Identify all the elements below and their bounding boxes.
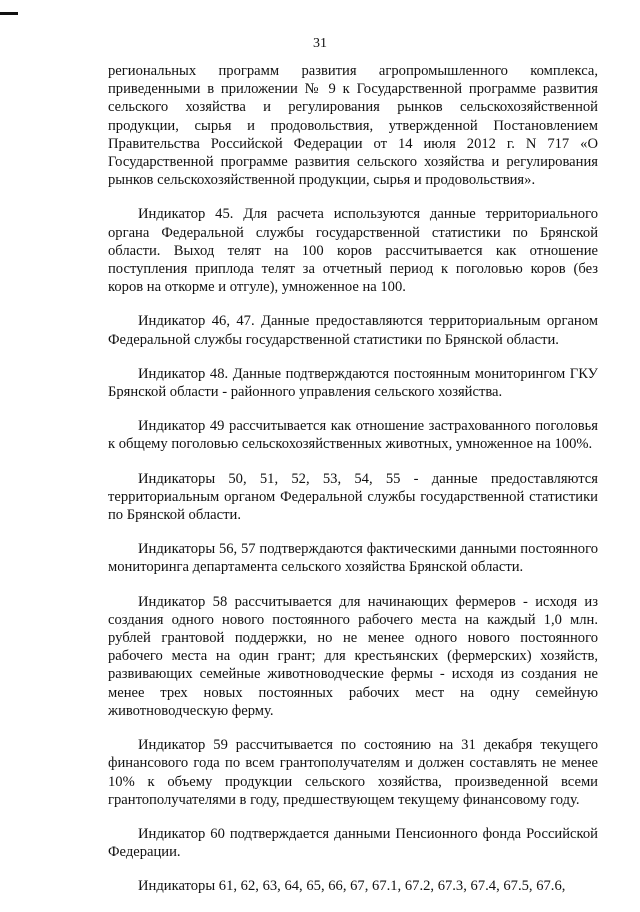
paragraph-indicator-45: Индикатор 45. Для расчета используются данные территориального органа Федеральной службы государственной статистики по Брянской области. Выход телят на 100 коров рассчитывается как отношение поступления приплода телят за отчетный период к поголовью коров (без коров на откорме и отгуле), умноженное на 100. (108, 206, 598, 296)
paragraph-indicators-50-55: Индикаторы 50, 51, 52, 53, 54, 55 - данные предоставляются территориальным органом Федеральной службы государственной статистики по Брянской области. (108, 470, 598, 524)
paragraph-indicators-56-57: Индикаторы 56, 57 подтверждаются фактическими данными постоянного мониторинга департамента сельского хозяйства Брянской области. (108, 541, 598, 576)
paragraph-indicator-49: Индикатор 49 рассчитывается как отношение застрахованного поголовья к общему поголовью сельскохозяйственных животных, умноженное на 100%. (108, 418, 598, 453)
paragraph-indicator-58: Индикатор 58 рассчитывается для начинающих фермеров - исходя из создания одного нового постоянного рабочего места на каждый 1,0 млн. рублей грантовой поддержки, но не менее одного нового постоянного рабочего места на один грант; для крестьянских (фермерских) хозяйств, развивающих семейные животноводческие фермы - исходя из создания не менее трех новых постоянных рабочих мест на одну семейную животноводческую ферму. (108, 593, 598, 719)
paragraph-indicator-60: Индикатор 60 подтверждается данными Пенсионного фонда Российской Федерации. (108, 825, 598, 861)
scan-corner-mark (0, 12, 18, 15)
paragraph-indicator-59: Индикатор 59 рассчитывается по состоянию на 31 декабря текущего финансового года по всем грантополучателям и должен составлять не менее 10% к объему продукции сельского хозяйства, произведенной всеми грантополучателями в году, предшествующем текущему финансовому году. (108, 737, 598, 808)
page-number: 31 (313, 36, 327, 51)
paragraph-indicator-46-47: Индикатор 46, 47. Данные предоставляются территориальным органом Федеральной службы государственной статистики по Брянской области. (108, 313, 598, 348)
paragraph-indicators-61-67: Индикаторы 61, 62, 63, 64, 65, 66, 67, 67.1, 67.2, 67.3, 67.4, 67.5, 67.6, (138, 878, 566, 895)
document-body (108, 62, 598, 912)
paragraph-indicator-48: Индикатор 48. Данные подтверждаются постоянным мониторингом ГКУ Брянской области - районного управления сельского хозяйства. (108, 365, 598, 401)
paragraph-continuation: региональных программ развития агропромышленного комплекса, приведенными в приложении № 9 к Государственной программе развития сельского хозяйства и регулирования рынков сельскохозяйственной продукции, сырья и продовольствия, утвержденной Постановлением Правительства Российской Федерации от 14 июля 2012 г. N 717 «О Государственной программе развития сельского хозяйства и регулирования рынков сельскохозяйственной продукции, сырья и продовольствия». (108, 63, 598, 189)
